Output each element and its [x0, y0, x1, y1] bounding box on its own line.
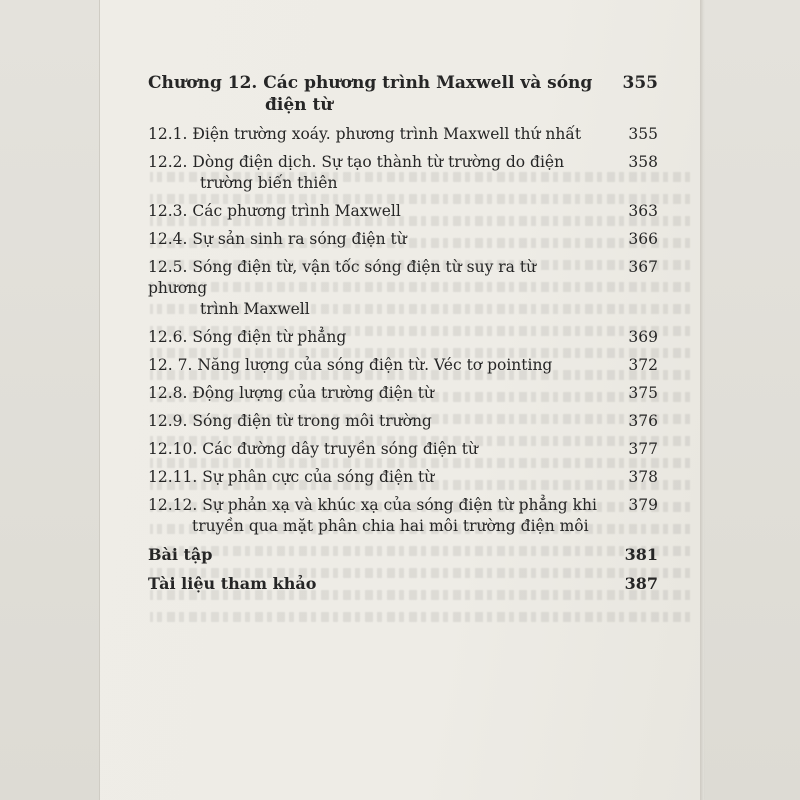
toc-entry-12-2: [148, 152, 658, 194]
entry-label: 12.8.: [148, 384, 188, 402]
entry-page-number: 375: [628, 384, 658, 402]
entry-page-number: 377: [628, 440, 658, 458]
chapter-page-number: 355: [622, 73, 658, 93]
entry-title: Sự phản xạ và khúc xạ của sóng điện từ phẳng khi: [202, 496, 597, 514]
entry-title-continued: trường biến thiên: [200, 174, 338, 192]
entry-title-continued: trình Maxwell: [200, 300, 310, 318]
toc-entry-12-6: [148, 327, 658, 348]
entry-page-number: 379: [628, 496, 658, 514]
chapter-title-line1: Chương 12. Các phương trình Maxwell và sóng: [148, 73, 593, 93]
references-page-number: 387: [624, 574, 658, 593]
entry-page-number: 376: [628, 412, 658, 430]
entry-label: 12.9.: [148, 412, 188, 430]
entry-title: Sự phân cực của sóng điện từ: [202, 468, 435, 486]
toc-entry-12-12: [148, 495, 658, 537]
entry-title: Sóng điện từ, vận tốc sóng điện từ suy ra từ phương: [148, 258, 537, 297]
references-title: Tài liệu tham khảo: [148, 574, 317, 593]
entry-label: 12.10.: [148, 440, 198, 458]
page-edge: [700, 0, 704, 800]
entry-page-number: 366: [628, 230, 658, 248]
toc-entry-references: [148, 573, 658, 594]
toc-entry-12-4: [148, 229, 658, 250]
toc-entry-exercises: [148, 544, 658, 565]
entry-page-number: 358: [628, 153, 658, 171]
entry-label: 12. 7.: [148, 356, 193, 374]
toc-entry-12-7: [148, 355, 658, 376]
entry-label: 12.5.: [148, 258, 188, 276]
exercises-page-number: 381: [624, 545, 658, 564]
entry-title: Động lượng của trường điện từ: [192, 384, 434, 402]
entry-label: 12.11.: [148, 468, 198, 486]
entry-label: 12.1.: [148, 125, 188, 143]
toc-entry-12-5: [148, 257, 658, 320]
chapter-title-line2: điện từ: [265, 95, 333, 115]
entry-title: Sóng điện từ phẳng: [192, 328, 347, 346]
toc-entry-12-9: [148, 411, 658, 432]
toc-entry-12-11: [148, 467, 658, 488]
entry-label: 12.6.: [148, 328, 188, 346]
entry-label: 12.4.: [148, 230, 188, 248]
entry-label: 12.3.: [148, 202, 188, 220]
entry-page-number: 367: [628, 258, 658, 276]
entry-title-continued: truyền qua mặt phân chia hai môi trường điện môi: [192, 517, 589, 535]
entry-title: Điện trường xoáy. phương trình Maxwell thứ nhất: [192, 125, 582, 143]
entry-page-number: 378: [628, 468, 658, 486]
entry-page-number: 372: [628, 356, 658, 374]
exercises-title: Bài tập: [148, 545, 213, 564]
entry-title: Các đường dây truyền sóng điện từ: [202, 440, 478, 458]
entry-label: 12.12.: [148, 496, 198, 514]
entry-title: Sóng điện từ trong môi trường: [192, 412, 432, 430]
table-of-contents: [148, 72, 658, 602]
entry-page-number: 369: [628, 328, 658, 346]
toc-entry-12-10: [148, 439, 658, 460]
chapter-heading: [148, 72, 658, 116]
toc-entry-12-3: [148, 201, 658, 222]
entry-label: 12.2.: [148, 153, 188, 171]
entry-title: Sự sản sinh ra sóng điện từ: [192, 230, 407, 248]
entry-page-number: 355: [628, 125, 658, 143]
toc-entry-12-1: [148, 124, 658, 145]
entry-title: Các phương trình Maxwell: [192, 202, 401, 220]
chapter-title: [148, 72, 618, 116]
entry-title: Năng lượng của sóng điện từ. Véc tơ pointing: [197, 356, 553, 374]
entry-title: Dòng điện dịch. Sự tạo thành từ trường do điện: [192, 153, 565, 171]
entry-page-number: 363: [628, 202, 658, 220]
toc-entry-12-8: [148, 383, 658, 404]
